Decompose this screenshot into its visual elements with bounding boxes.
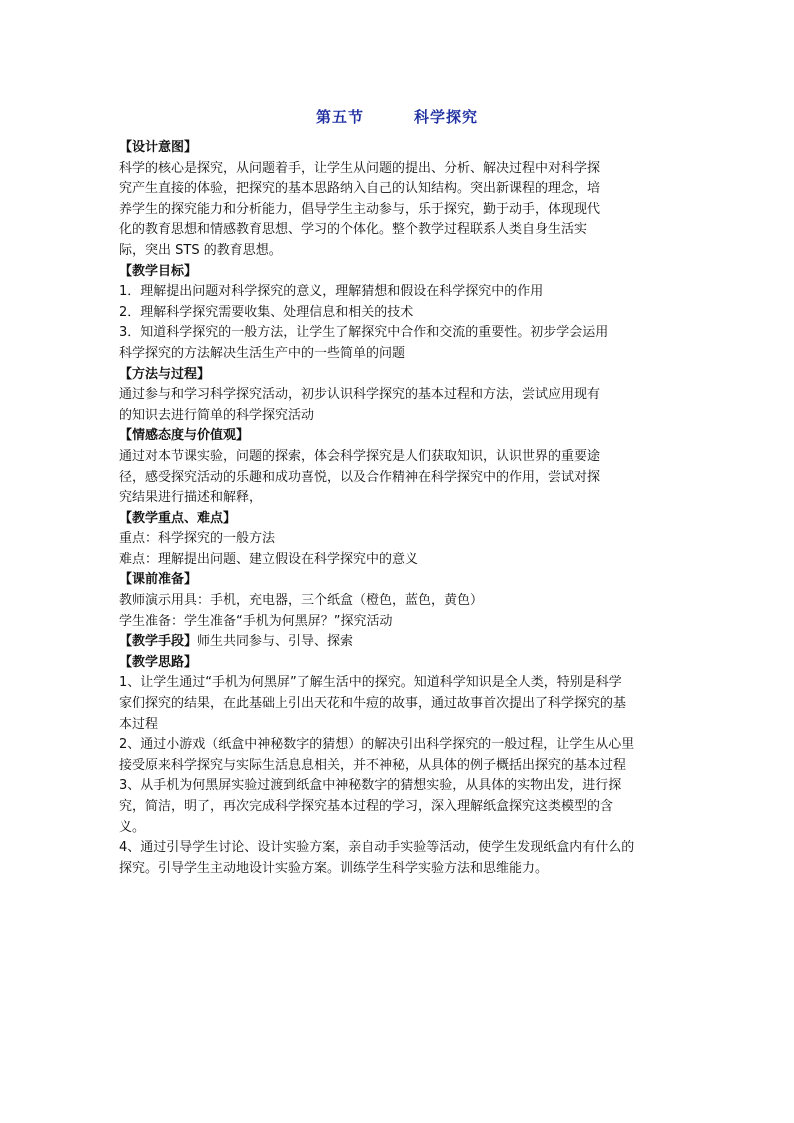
title-section-number: 第五节 bbox=[315, 108, 364, 126]
heading-design-intent: 【设计意图】 bbox=[119, 140, 198, 155]
paragraph-line: 化的教育思想和情感教育思想、学习的个体化。整个教学过程联系人类自身生活实 bbox=[119, 222, 588, 238]
objective-item: 3．知道科学探究的一般方法，让学生了解探究中合作和交流的重要性。初步学会运用 bbox=[119, 325, 609, 341]
heading-objectives: 【教学目标】 bbox=[119, 263, 198, 279]
idea-line: 本过程 bbox=[119, 716, 159, 732]
paragraph-line: 通过对本节课实验，问题的探索，体会科学探究是人们获取知识，认识世界的重要途 bbox=[119, 448, 601, 464]
paragraph-line: 通过参与和学习科学探究活动，初步认识科学探究的基本过程和方法，尝试应用现有 bbox=[119, 387, 601, 403]
objective-item: 科学探究的方法解决生活生产中的一些简单的问题 bbox=[119, 345, 406, 361]
paragraph-line: 径，感受探究活动的乐趣和成功喜悦，以及合作精神在科学探究中的作用，尝试对探 bbox=[119, 469, 601, 485]
heading-methods: 【方法与过程】 bbox=[119, 366, 211, 382]
title-topic: 科学探究 bbox=[414, 108, 479, 126]
paragraph-line: 际，突出 STS 的教育思想。 bbox=[119, 242, 282, 258]
teaching-means-line bbox=[119, 632, 699, 653]
paragraph-line: 养学生的探究能力和分析能力，倡导学生主动参与，乐于探究，勤于动手，体现现代 bbox=[119, 201, 601, 217]
heading-key-points: 【教学重点、难点】 bbox=[119, 510, 237, 526]
key-point-item: 重点：科学探究的一般方法 bbox=[119, 531, 276, 547]
paragraph-line: 究结果进行描述和解释， bbox=[119, 490, 263, 506]
idea-line: 2、通过小游戏（纸盒中神秘数字的猜想）的解决引出科学探究的一般过程，让学生从心里 bbox=[119, 737, 635, 753]
means-text: 师生共同参与、引导、探索 bbox=[197, 634, 354, 650]
objective-item: 2．理解科学探究需要收集、处理信息和相关的技术 bbox=[119, 304, 414, 320]
page-title bbox=[0, 106, 794, 127]
key-point-item: 难点：理解提出问题、建立假设在科学探究中的意义 bbox=[119, 551, 419, 567]
heading-preparation: 【课前准备】 bbox=[119, 572, 198, 588]
idea-line: 探究。引导学生主动地设计实验方案。训练学生科学实验方法和思维能力。 bbox=[119, 860, 549, 876]
objective-item: 1．理解提出问题对科学探究的意义，理解猜想和假设在科学探究中的作用 bbox=[119, 284, 544, 300]
idea-line: 究，简洁，明了，再次完成科学探究基本过程的学习，深入理解纸盒探究这类模型的含 bbox=[119, 799, 614, 814]
paragraph-line: 究产生直接的体验，把探究的基本思路纳入自己的认知结构。突出新课程的理念，培 bbox=[119, 181, 601, 197]
preparation-item: 学生准备：学生准备“手机为何黑屏？”探究活动 bbox=[119, 613, 393, 629]
heading-attitude: 【情感态度与价值观】 bbox=[119, 428, 250, 444]
heading-means: 【教学手段】 bbox=[119, 634, 198, 650]
paragraph-line: 的知识去进行简单的科学探究活动 bbox=[119, 407, 315, 423]
paragraph-line: 科学的核心是探究，从问题着手，让学生从问题的提出、分析、解决过程中对科学探 bbox=[119, 160, 601, 176]
idea-line: 3、从手机为何黑屏实验过渡到纸盒中神秘数字的猜想实验，从具体的实物出发，进行探 bbox=[119, 778, 622, 794]
idea-line: 义。 bbox=[119, 819, 146, 835]
idea-line: 1、让学生通过“手机为何黑屏”了解生活中的探究。知道科学知识是全人类，特别是科学 bbox=[119, 675, 622, 691]
lesson-plan-body bbox=[119, 138, 699, 879]
preparation-item: 教师演示用具：手机，充电器，三个纸盒（橙色，蓝色，黄色） bbox=[119, 593, 484, 609]
idea-line: 接受原来科学探究与实际生活息息相关，并不神秘，从具体的例子概括出探究的基本过程 bbox=[119, 757, 627, 773]
idea-line: 4、通过引导学生讨论、设计实验方案，亲自动手实验等活动，使学生发现纸盒内有什么的 bbox=[119, 840, 635, 856]
idea-line: 家们探究的结果，在此基础上引出天花和牛痘的故事，通过故事首次提出了科学探究的基 bbox=[119, 696, 627, 712]
heading-ideas: 【教学思路】 bbox=[119, 654, 198, 670]
